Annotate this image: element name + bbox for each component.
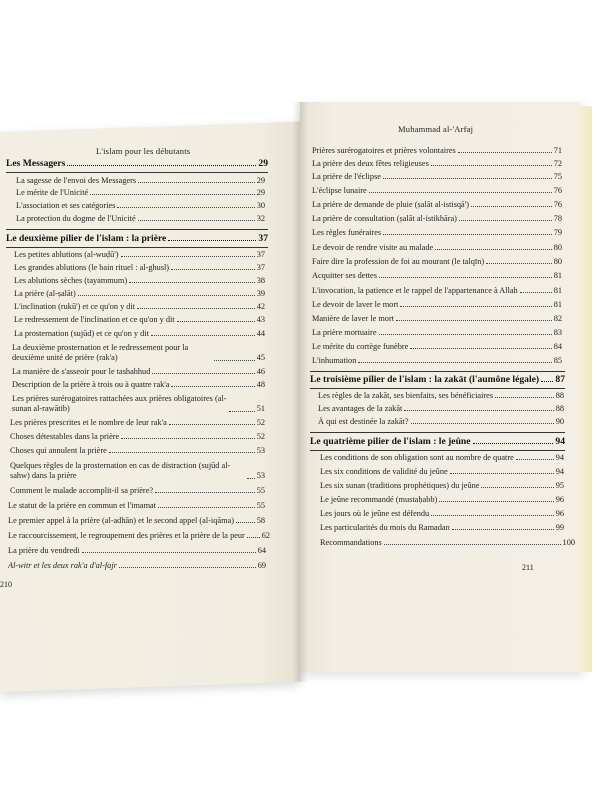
toc-entry: Faire dire la profession de foi au mourant (le talqīn) 80 [312,257,562,266]
toc-entry: Le devoir de laver le mort 81 [312,300,562,309]
toc-entry: Le mérite de l'Unicité 29 [16,188,265,197]
toc-entry: Les jours où le jeûne est défendu 96 [320,509,564,518]
toc-entry: À qui est destinée la zakāt? 90 [318,417,564,426]
toc-entry: La manière de s'asseoir pour le tashahhud 46 [12,367,265,376]
toc-entry: Description de la prière à trois ou à quatre rak'a 48 [12,380,265,389]
toc-entry: Le redressement de l'inclination et ce qu'on y dit 43 [14,315,265,324]
toc-entry: Les ablutions sèches (tayammum) 38 [14,276,265,285]
toc-entry: Le premier appel à la prière (al-adhān) et le second appel (al-iqāma) 58 [8,516,265,525]
toc-entry: L'éclipse lunaire 76 [312,186,562,195]
toc-entry: Les particularités du mois du Ramadan 99 [320,523,564,532]
toc-entry: Les Messagers 29 [6,158,268,169]
toc-entry: La sagesse de l'envoi des Messagers 29 [16,176,265,185]
divider [310,432,565,433]
divider [310,388,565,389]
toc-entry: La prosternation (sujūd) et ce qu'on y dit 44 [14,329,265,338]
right-running-header: Muhammad al-'Arfaj [398,124,474,134]
toc-entry: La prière de demande de pluie (ṣalāt al-istisqā') 76 [312,200,562,209]
toc-entry: Les prières prescrites et le nombre de leur rak'a 52 [10,418,265,427]
toc-entry: L'inhumation 85 [312,356,562,365]
toc-entry: Choses détestables dans la prière 52 [10,432,265,441]
toc-entry: Le quatrième pilier de l'islam : le jeûne 94 [310,436,565,447]
toc-entry: La prière (al-ṣalāt) 39 [14,289,265,298]
toc-entry: La prière mortuaire 83 [312,328,562,337]
toc-entry: Acquitter ses dettes 81 [312,271,562,280]
toc-entry: Prières surérogatoires et prières volontaires 71 [312,146,562,155]
left-page-number: 210 [0,580,12,589]
toc-entry: Le jeûne recommandé (mustaḥabb) 96 [320,495,564,504]
toc-entry: Les règles funéraires 79 [312,228,562,237]
left-running-header: L'islam pour les débutants [96,146,191,156]
toc-entry: Choses qui annulent la prière 53 [10,446,265,455]
toc-entry: Les petites ablutions (al-wuḍū') 37 [14,250,265,259]
divider [6,247,268,248]
toc-entry: Les avantages de la zakāt 88 [318,404,564,413]
toc-entry: Le mérite du cortège funèbre 84 [312,342,562,351]
toc-entry: La prière de l'éclipse 75 [312,172,562,181]
toc-entry: Les six conditions de validité du jeûne 94 [320,467,564,476]
divider [310,450,565,451]
toc-entry: La protection du dogme de l'Unicité 32 [16,214,265,223]
toc-entry: La prière de consultation (ṣalāt al-istikhāra) 78 [312,214,562,223]
toc-entry: Les règles de la zakāt, ses bienfaits, ses bénéficiaires 88 [318,391,564,400]
toc-entry: Le devoir de rendre visite au malade 80 [312,243,562,252]
toc-entry: Les six sunan (traditions prophétiques) du jeûne 95 [320,481,564,490]
toc-entry: Le statut de la prière en commun et l'imamat 55 [8,501,265,510]
toc-entry: Le troisième pilier de l'islam : la zakāt (l'aumône légale) 87 [310,374,565,385]
right-page-content [300,0,600,800]
toc-entry: La deuxième prosternation et le redressement pour la deuxième unité de prière (rak'a) 45 [12,343,265,362]
right-page-number: 211 [522,563,534,572]
toc-entry: Le raccourcissement, le regroupement des prières et la prière de la peur 62 [8,531,270,540]
toc-entry: L'invocation, la patience et le rappel de l'appartenance à Allah 81 [312,286,562,295]
toc-entry: Recommandations 100 [320,538,575,547]
divider [6,172,268,173]
toc-entry: Quelques règles de la prosternation en cas de distraction (sujūd al-sahw) dans la prière 53 [10,461,265,480]
toc-entry: L'inclination (rukū') et ce qu'on y dit 42 [14,302,265,311]
divider [6,229,268,230]
divider [310,371,565,372]
toc-entry: Le deuxième pilier de l'islam : la prière 37 [6,233,268,244]
toc-entry: Al-witr et les deux rak'a d'al-fajr 69 [8,561,266,570]
toc-entry: Manière de laver le mort 82 [312,314,562,323]
toc-entry: Comment le malade accomplit-il sa prière? 55 [10,486,265,495]
toc-entry: La prière des deux fêtes religieuses 72 [312,159,562,168]
toc-entry: La prière du vendredi 64 [8,546,266,555]
toc-entry: L'association et ses catégories 30 [16,201,265,210]
toc-entry: Les grandes ablutions (le bain rituel : al-ghusl) 37 [14,263,265,272]
toc-entry: Les conditions de son obligation sont au nombre de quatre 94 [320,453,564,462]
toc-entry: Les prières surérogatoires rattachées aux prières obligatoires (al-sunan al-rawātib) 51 [12,394,265,413]
